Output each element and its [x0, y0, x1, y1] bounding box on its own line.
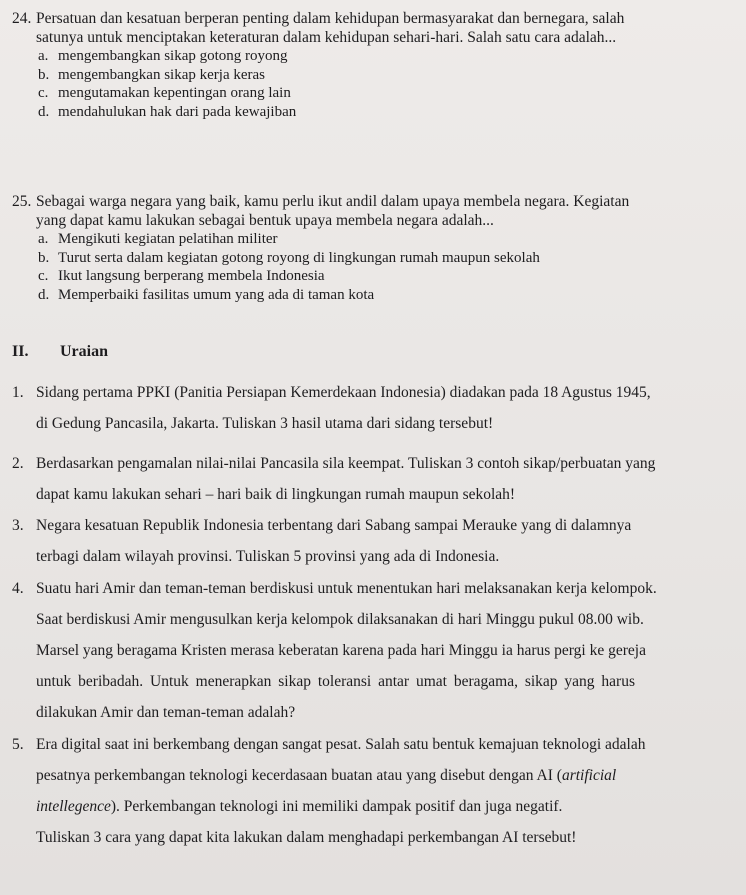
- question-25: [12, 193, 732, 304]
- line-text: ). Perkembangan teknologi ini memiliki dampak positif dan juga negatif.: [110, 798, 563, 815]
- option-text: mengembangkan sikap gotong royong: [58, 48, 288, 64]
- stem-line: Persatuan dan kesatuan berperan penting dalam kehidupan bermasyarakat dan bernegara, salah: [36, 10, 625, 27]
- question-line: di Gedung Pancasila, Jakarta. Tuliskan 3 hasil utama dari sidang tersebut!: [36, 415, 494, 432]
- line-text: pesatnya perkembangan teknologi kecerdasaan buatan atau yang disebut dengan AI (: [36, 767, 562, 784]
- option-c: [38, 267, 732, 286]
- question-line: Tuliskan 3 cara yang dapat kita lakukan dalam menghadapi perkembangan AI tersebut!: [36, 829, 577, 846]
- question-line: Saat berdiskusi Amir mengusulkan kerja kelompok dilaksanakan di hari Minggu pukul 08.00 wib.: [36, 611, 644, 628]
- option-letter: d.: [38, 103, 50, 120]
- essay-question-5: [12, 736, 732, 853]
- option-c: [38, 84, 732, 103]
- option-text: mendahulukan hak dari pada kewajiban: [58, 103, 297, 120]
- question-24: [12, 10, 732, 121]
- question-number: 4.: [12, 580, 24, 597]
- question-number: 25.: [12, 193, 32, 210]
- essay-question-2: [12, 455, 732, 510]
- option-a: [38, 230, 732, 249]
- italic-term: artificial: [561, 767, 617, 784]
- option-text: Turut serta dalam kegiatan gotong royong di lingkungan rumah maupun sekolah: [58, 249, 540, 266]
- essay-question-3: [12, 517, 732, 572]
- option-b: [38, 66, 732, 85]
- stem-line: satunya untuk menciptakan keteraturan dalam kehidupan sehari-hari. Salah satu cara adalah...: [36, 28, 617, 46]
- section-heading: [12, 343, 108, 361]
- option-d: [38, 286, 732, 305]
- question-line: untuk beribadah. Untuk menerapkan sikap toleransi antar umat beragama, sikap yang harus: [36, 673, 635, 690]
- option-letter: a.: [38, 48, 49, 64]
- question-stem: [36, 10, 732, 47]
- question-line: [36, 760, 732, 791]
- question-number: 5.: [12, 736, 24, 753]
- question-line: Negara kesatuan Republik Indonesia terbentang dari Sabang sampai Merauke yang di dalamnya: [36, 517, 632, 534]
- question-number: 24.: [12, 10, 32, 27]
- option-a: [38, 47, 732, 66]
- question-stem: [36, 193, 732, 230]
- italic-term: intellegence: [36, 798, 111, 815]
- option-b: [38, 249, 732, 268]
- option-text: mengutamakan kepentingan orang lain: [58, 85, 291, 101]
- option-letter: b.: [38, 249, 50, 266]
- option-letter: c.: [38, 268, 49, 284]
- option-text: Ikut langsung berperang membela Indonesia: [58, 268, 325, 284]
- stem-line: Sebagai warga negara yang baik, kamu perlu ikut andil dalam upaya membela negara. Kegiatan: [36, 193, 630, 210]
- question-line: Marsel yang beragama Kristen merasa keberatan karena pada hari Minggu ia harus pergi ke gereja: [36, 642, 646, 659]
- option-letter: a.: [38, 231, 49, 247]
- question-line: terbagi dalam wilayah provinsi. Tuliskan 5 provinsi yang ada di Indonesia.: [36, 548, 500, 565]
- essay-question-1: [12, 384, 732, 439]
- stem-line: yang dapat kamu lakukan sebagai bentuk upaya membela negara adalah...: [36, 211, 494, 229]
- option-letter: b.: [38, 66, 50, 83]
- option-d: [38, 103, 732, 122]
- question-line: dilakukan Amir dan teman-teman adalah?: [36, 704, 296, 721]
- question-line: [36, 791, 732, 822]
- question-number: 2.: [12, 455, 24, 472]
- option-letter: d.: [38, 286, 50, 303]
- option-text: mengembangkan sikap kerja keras: [58, 66, 266, 83]
- option-text: Mengikuti kegiatan pelatihan militer: [58, 231, 278, 247]
- question-line: Era digital saat ini berkembang dengan sangat pesat. Salah satu bentuk kemajuan teknologi adalah: [36, 736, 646, 753]
- question-line: Berdasarkan pengamalan nilai-nilai Pancasila sila keempat. Tuliskan 3 contoh sikap/perbuatan yang: [36, 455, 656, 472]
- question-line: dapat kamu lakukan sehari – hari baik di lingkungan rumah maupun sekolah!: [36, 486, 516, 503]
- section-title: Uraian: [60, 343, 108, 360]
- option-text: Memperbaiki fasilitas umum yang ada di taman kota: [58, 286, 375, 303]
- question-number: 1.: [12, 384, 24, 401]
- essay-question-4: [12, 580, 732, 728]
- question-line: Sidang pertama PPKI (Panitia Persiapan Kemerdekaan Indonesia) diadakan pada 18 Agustus 1945,: [36, 384, 651, 401]
- option-letter: c.: [38, 85, 49, 101]
- section-number: II.: [12, 343, 29, 360]
- question-number: 3.: [12, 517, 24, 534]
- question-line: Suatu hari Amir dan teman-teman berdiskusi untuk menentukan hari melaksanakan kerja kelompok.: [36, 580, 657, 597]
